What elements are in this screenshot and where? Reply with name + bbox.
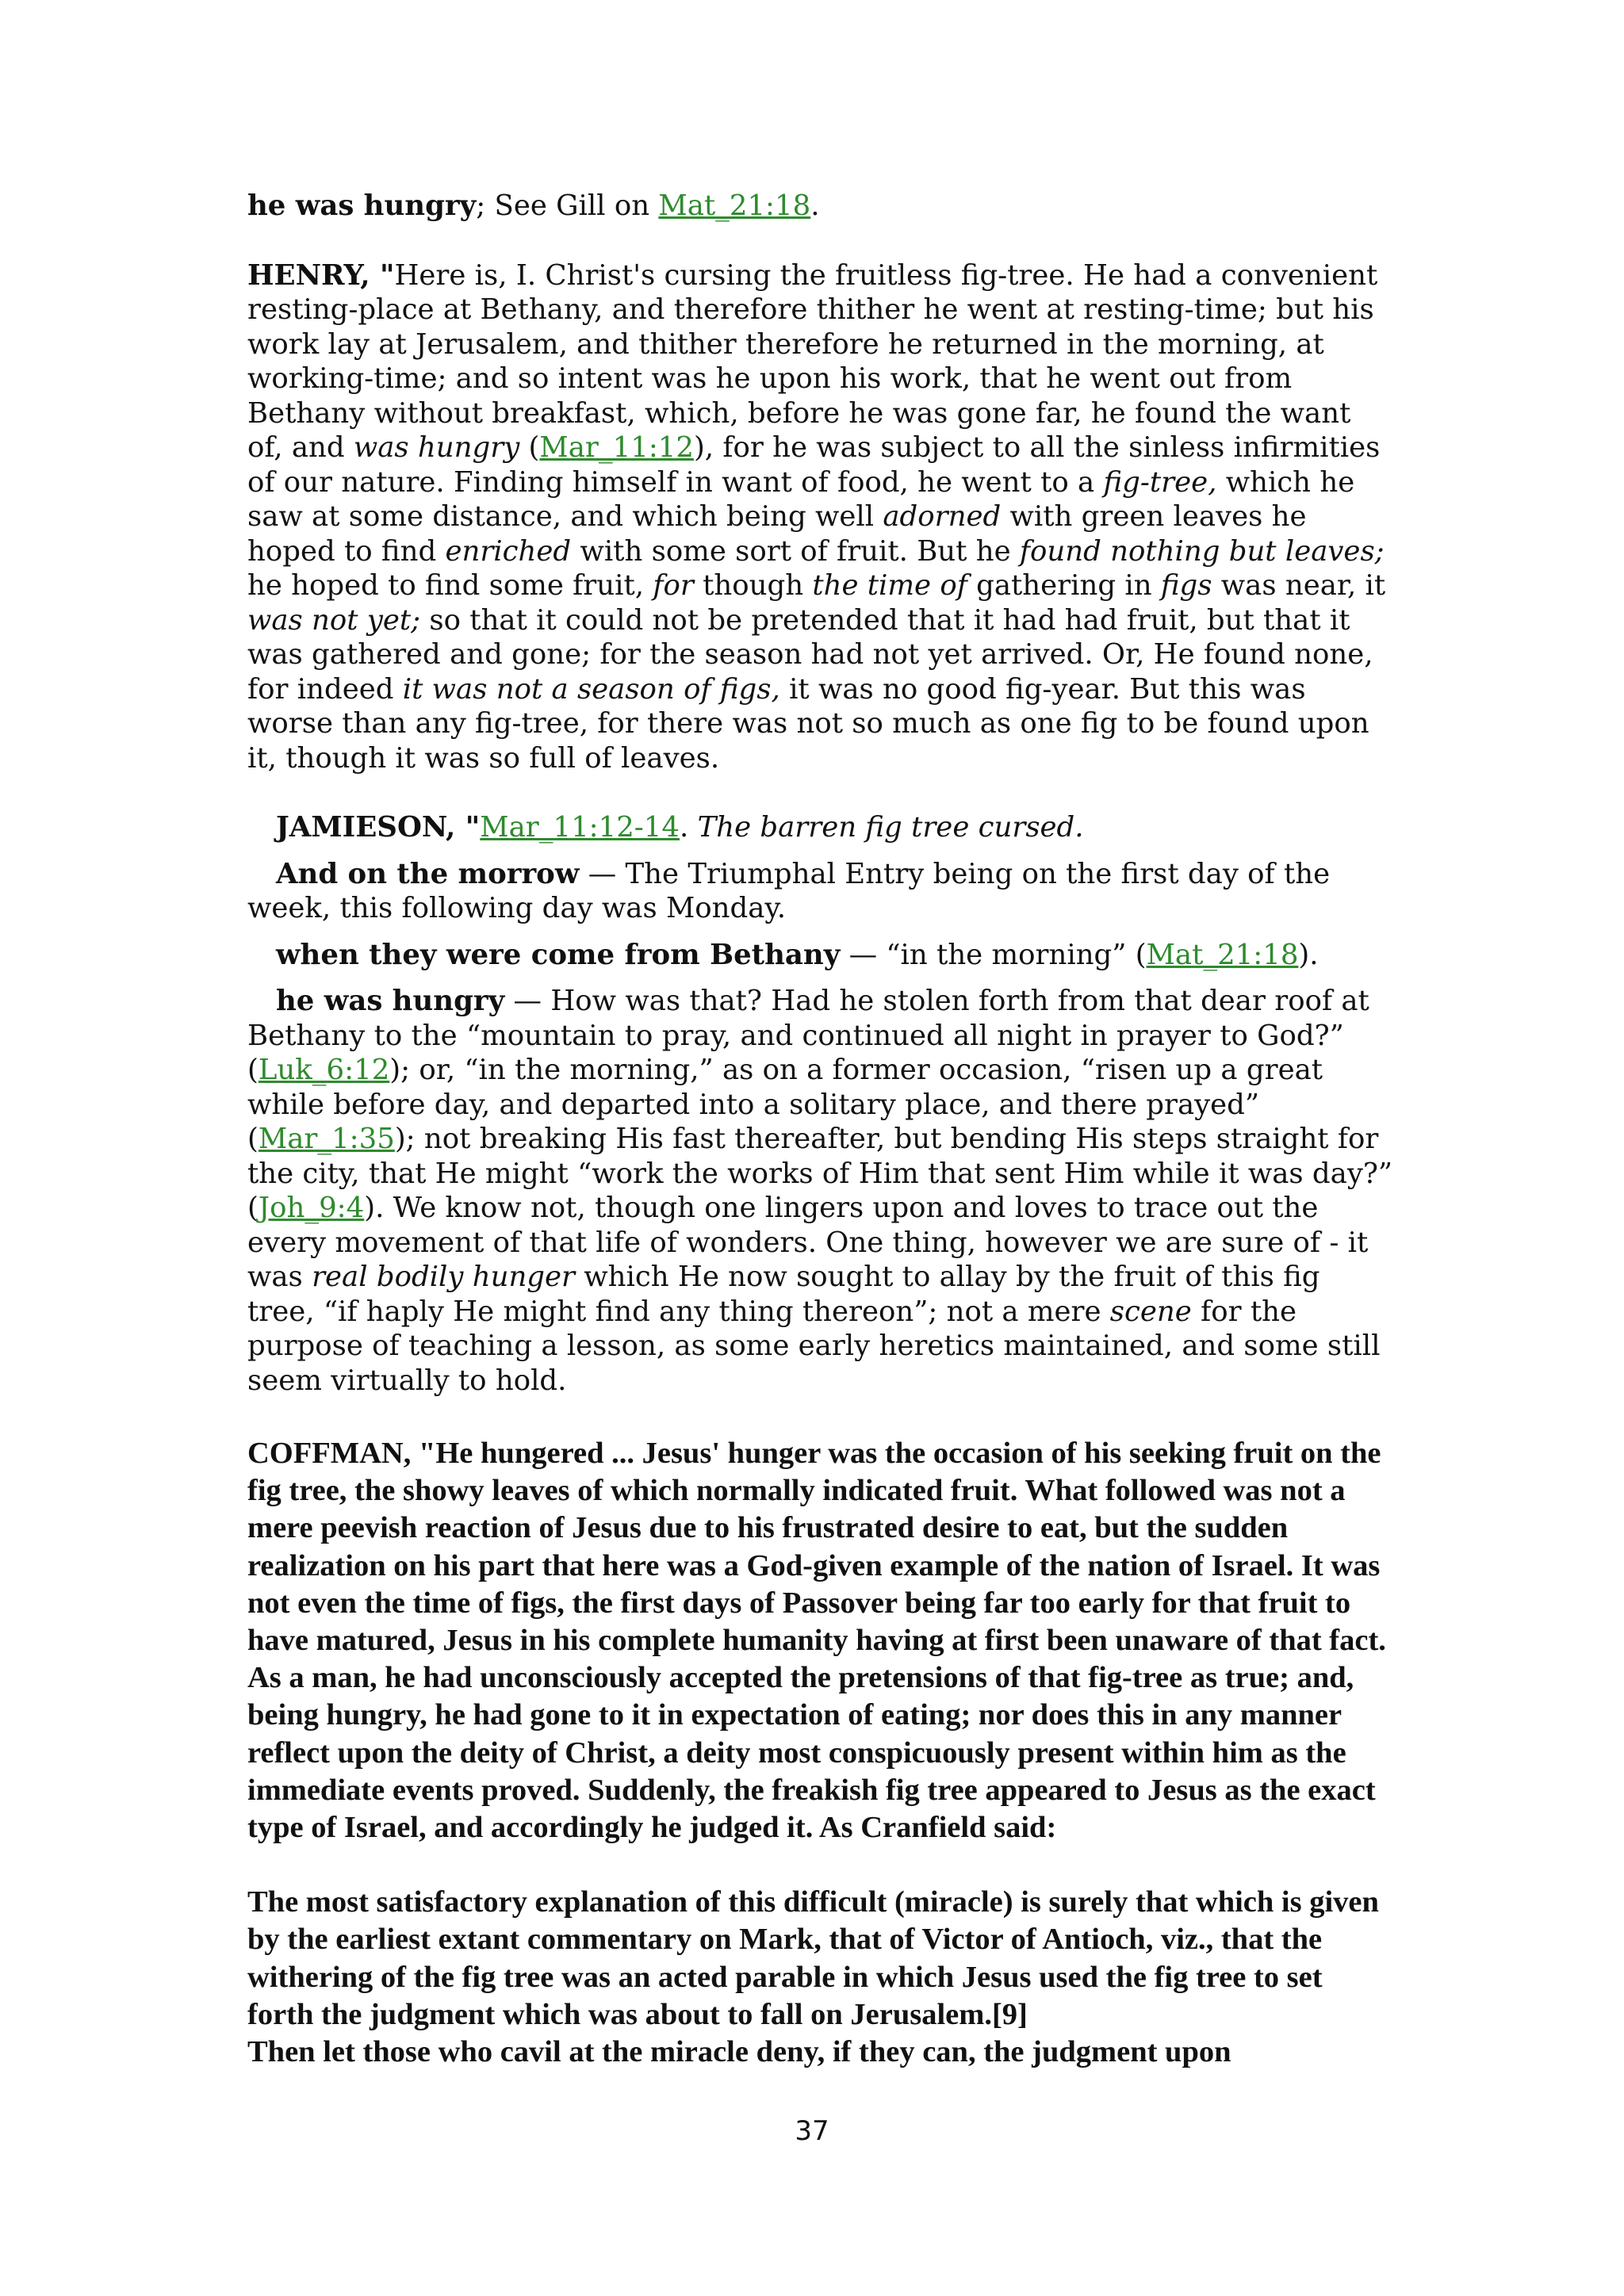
text-run: so that it could not be pretended that it had had fruit, but that it was gathered and gone; for the season had not yet arrived. Or, He found none, for indeed	[247, 603, 1373, 706]
paragraph-coffman: COFFMAN, "He hungered ... Jesus' hunger was the occasion of his seeking fruit on the fig tree, the showy leaves of which normally indicated fruit. What followed was not a mere peevish reaction of Jesus due to his frustrated desire to eat, but the sudden realization on his part that here was a God-given example of the nation of Israel. It was not even the time of figs, the first days of Passover being far too early for that fruit to have matured, Jesus in his complete humanity having at first been unaware of that fact. As a man, he had unconsciously accepted the pretensions of that fig-tree as true; and, being hungry, he had gone to it in expectation of eating; nor does this in any manner reflect upon the deity of Christ, a deity most conspicuously present within him as the immediate events proved. Suddenly, the freakish fig tree appeared to Jesus as the exact type of Israel, and accordingly he judged it. As Cranfield said:	[247, 1437, 1386, 1845]
text-run: ).	[1298, 938, 1319, 971]
italic-run: found nothing but leaves;	[1019, 534, 1385, 568]
scripture-link[interactable]: Mar_11:12	[539, 431, 694, 464]
text-run: — The Triumphal Entry being on the first day of the week, this following day was Monday.	[247, 857, 1331, 924]
italic-run: The barren fig tree cursed.	[697, 811, 1084, 844]
text-run: — How was that? Had he stolen forth from that dear roof at Bethany to the “mountain to pray, and continued all night in prayer to God?” (	[247, 985, 1369, 1086]
text-run: — “in the morning” (	[840, 938, 1147, 971]
text-run: .	[679, 811, 698, 844]
text-run: which he saw at some distance, and which being well	[247, 465, 1355, 533]
italic-run: it was not a season of figs,	[402, 672, 780, 706]
paragraph-gill	[247, 189, 1394, 224]
text-run: with green leaves he hoped to find	[247, 500, 1307, 568]
text-run: gathering in	[967, 569, 1161, 602]
text-run: (	[519, 431, 540, 464]
text-run: ; See Gill on	[476, 189, 659, 222]
italic-run: scene	[1109, 1295, 1192, 1328]
text-run: ), for he was subject to all the sinless infirmities of our nature. Finding himself in want of food, he went to a	[247, 431, 1381, 499]
paragraph-morrow	[247, 857, 1394, 926]
lead-phrase: when they were come from Bethany	[276, 938, 841, 971]
paragraph-henry	[247, 258, 1394, 776]
text-run: .	[810, 189, 820, 222]
lead-phrase: And on the morrow	[276, 857, 580, 890]
italic-run: was not yet;	[247, 603, 421, 637]
text-run: for the purpose of teaching a lesson, as some early heretics maintained, and some still seem virtually to hold.	[247, 1295, 1381, 1397]
text-run: ); not breaking His fast thereafter, but bending His steps straight for the city, that He might “work the works of Him that sent Him while it was day?” (	[247, 1123, 1393, 1224]
italic-run: enriched	[445, 534, 572, 568]
scripture-link[interactable]: Mar_1:35	[258, 1123, 395, 1155]
paragraph-cranfield-quote: The most satisfactory explanation of this difficult (miracle) is surely that which is given by the earliest extant commentary on Mark, that of Victor of Antioch, viz., that the withering of the fig tree was an acted parable in which Jesus used the fig tree to set forth the judgment which was about to fall on Jerusalem.[9]	[247, 1885, 1379, 2031]
italic-run: fig-tree,	[1103, 465, 1217, 499]
text-run: he hoped to find some fruit,	[247, 569, 653, 602]
text-run: with some sort of fruit. But he	[571, 534, 1020, 568]
text-run: ). We know not, though one lingers upon and loves to trace out the every movement of that life of wonders. One thing, however we are sure of - it was	[247, 1192, 1369, 1293]
scripture-link[interactable]: Mat_21:18	[1146, 938, 1299, 971]
paragraph-hungry	[247, 984, 1394, 1398]
italic-run: for	[653, 569, 694, 602]
paragraph-bethany	[247, 938, 1394, 973]
italic-run: figs	[1160, 569, 1212, 602]
scripture-link[interactable]: Mar_11:12-14	[480, 811, 680, 844]
text-run: it was no good fig-year. But this was worse than any fig-tree, for there was not so much as one fig to be found upon it, though it was so full of leaves.	[247, 672, 1369, 775]
paragraph-jamieson	[247, 810, 1394, 845]
page-number: 37	[795, 2115, 829, 2147]
lead-phrase: he was hungry	[276, 985, 505, 1017]
text-run: which He now sought to allay by the fruit of this fig tree, “if haply He might find any thing thereon”; not a mere	[247, 1261, 1320, 1328]
text-run: though	[693, 569, 813, 602]
text-run: Here is, I. Christ's cursing the fruitless fig-tree. He had a convenient resting-place at Bethany, and therefore thither he went at resting-time; but his work lay at Jerusalem, and thither therefore he returned in the morning, at working-time; and so intent was he upon his work, that he went out from Bethany without breakfast, which, before he was gone far, he found the want of, and	[247, 258, 1378, 464]
scripture-link[interactable]: Mat_21:18	[658, 189, 811, 222]
italic-run: was hungry	[353, 431, 520, 464]
paragraph-continuation: Then let those who cavil at the miracle deny, if they can, the judgment upon	[247, 2035, 1231, 2069]
italic-run: adorned	[883, 500, 1002, 533]
document-body	[247, 189, 1394, 2071]
scripture-link[interactable]: Luk_6:12	[258, 1054, 390, 1086]
lead-phrase: he was hungry	[247, 189, 477, 222]
italic-run: the time of	[812, 569, 967, 602]
commentator-label: JAMIESON, "	[276, 811, 481, 844]
scripture-link[interactable]: Joh_9:4	[258, 1192, 365, 1224]
italic-run: real bodily hunger	[312, 1261, 576, 1293]
commentator-label: HENRY, "	[247, 258, 395, 292]
text-run: was near, it	[1212, 569, 1386, 602]
text-run: ); or, “in the morning,” as on a former occasion, “risen up a great while before day, and departed into a solitary place, and there prayed” (	[247, 1054, 1323, 1155]
